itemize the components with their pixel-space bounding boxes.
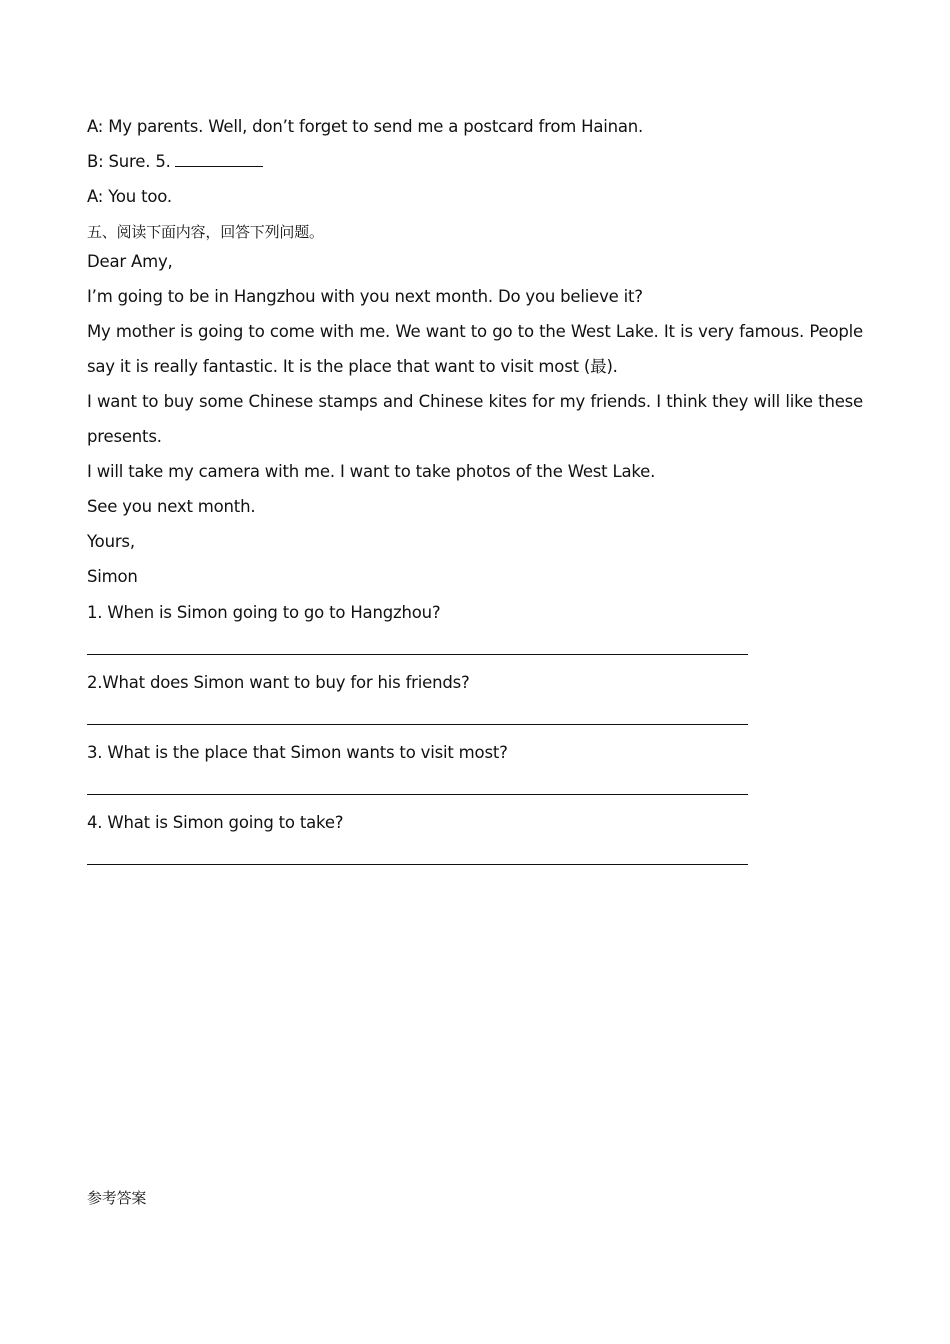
letter-paragraph-2-line-2: say it is really fantastic. It is the place that want to visit most (最).	[87, 357, 618, 376]
dialogue-line-b	[87, 152, 263, 172]
question-2: 2.What does Simon want to buy for his friends?	[87, 673, 470, 692]
letter-closing: Yours,	[87, 532, 135, 551]
question-4: 4. What is Simon going to take?	[87, 813, 344, 832]
letter-paragraph-3-line-1: I want to buy some Chinese stamps and Chinese kites for my friends. I think they will like these	[87, 392, 863, 411]
question-1: 1. When is Simon going to go to Hangzhou?	[87, 603, 441, 622]
dialogue-line-a2: A: You too.	[87, 187, 172, 206]
letter-paragraph-3-line-2: presents.	[87, 427, 162, 446]
letter-paragraph-2-line-1: My mother is going to come with me. We want to go to the West Lake. It is very famous. People	[87, 322, 863, 341]
answer-line-2[interactable]	[87, 724, 748, 725]
answer-line-4[interactable]	[87, 864, 748, 865]
dialogue-line-b-text: B: Sure. 5.	[87, 152, 171, 171]
letter-salutation: Dear Amy,	[87, 252, 173, 271]
letter-paragraph-1: I’m going to be in Hangzhou with you next month. Do you believe it?	[87, 287, 643, 306]
dialogue-line-a1: A: My parents. Well, don’t forget to send me a postcard from Hainan.	[87, 117, 644, 136]
section-5-heading: 五、阅读下面内容，回答下列问题。	[87, 223, 324, 241]
question-3: 3. What is the place that Simon wants to visit most?	[87, 743, 508, 762]
answer-line-1[interactable]	[87, 654, 748, 655]
letter-paragraph-4: I will take my camera with me. I want to take photos of the West Lake.	[87, 462, 656, 481]
answer-key-heading: 参考答案	[87, 1189, 147, 1207]
letter-paragraph-5: See you next month.	[87, 497, 256, 516]
letter-signature: Simon	[87, 567, 138, 586]
answer-line-3[interactable]	[87, 794, 748, 795]
blank-5[interactable]	[175, 152, 263, 167]
